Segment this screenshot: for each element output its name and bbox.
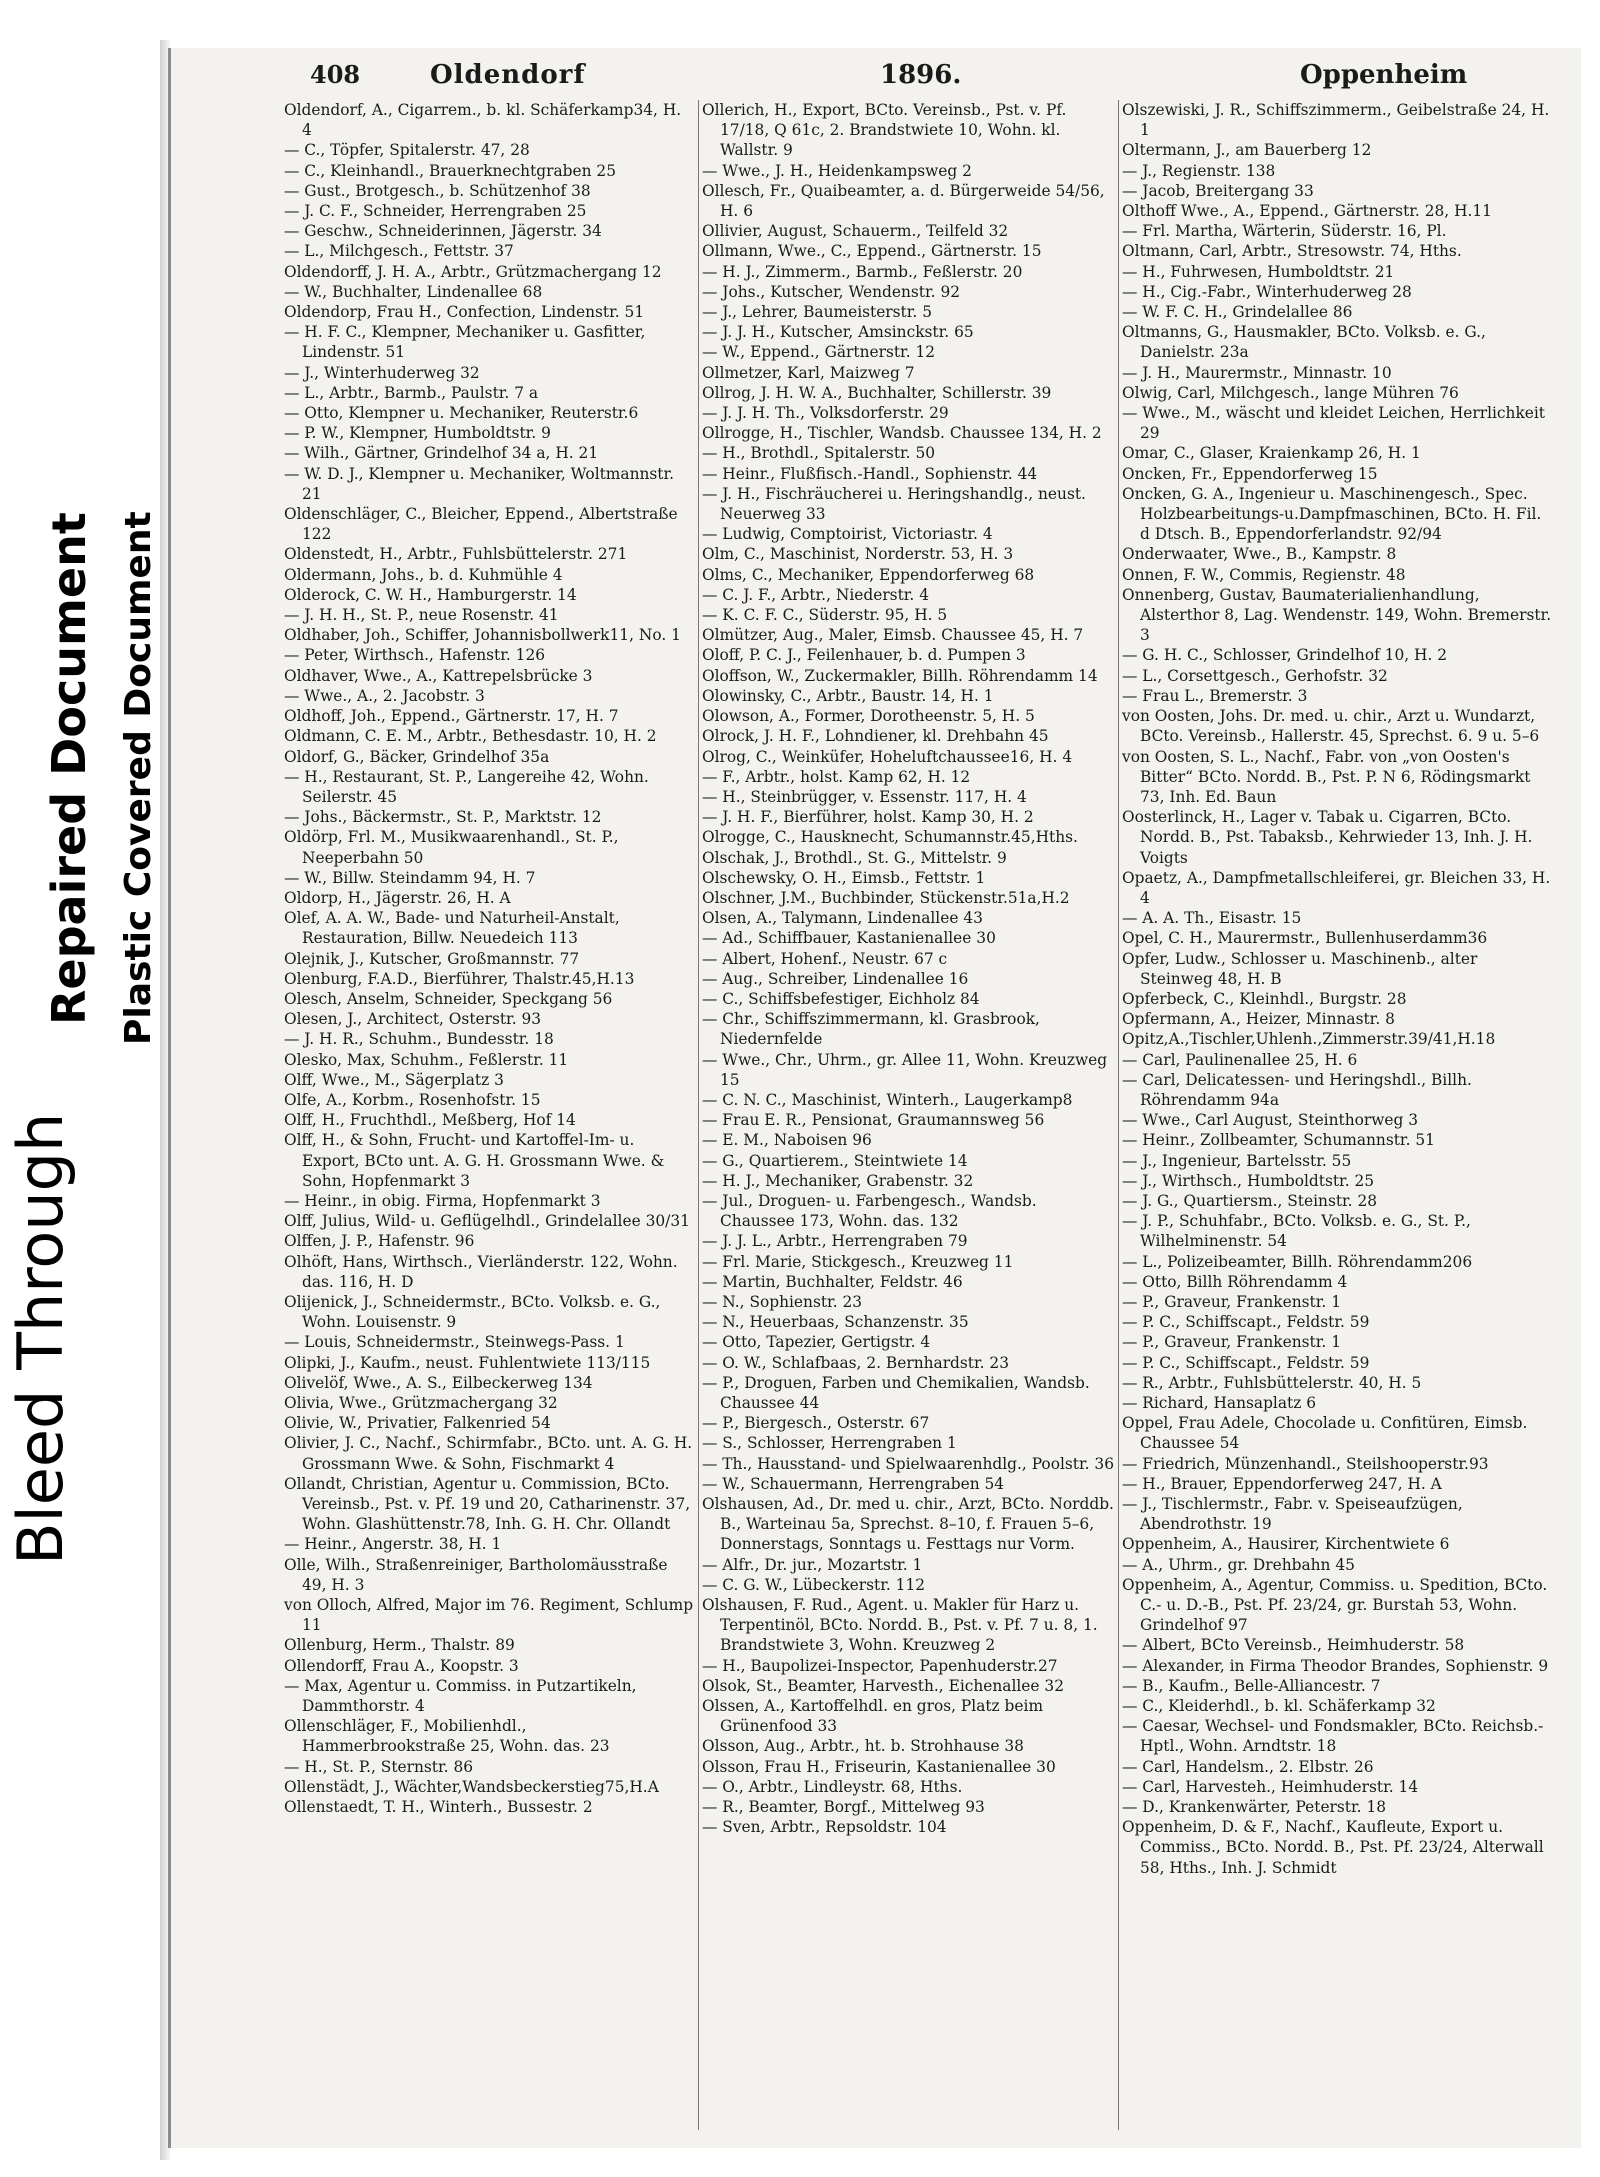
directory-entry: Opfer, Ludw., Schlosser u. Maschinenb., alter Steinweg 48, H. B <box>1122 949 1478 988</box>
directory-entry: Olff, Julius, Wild- u. Geflügelhdl., Grindelallee 30/31 <box>284 1212 690 1231</box>
directory-entry: Olderock, C. W. H., Hamburgerstr. 14 <box>284 585 577 604</box>
directory-entry: — H., Restaurant, St. P., Langereihe 42, Wohn. Seilerstr. 45 <box>284 767 649 806</box>
directory-entry: — J., Winterhuderweg 32 <box>284 363 480 382</box>
directory-entry: Oldhaber, Joh., Schiffer, Johannisbollwerk11, No. 1 <box>284 626 681 645</box>
directory-entry: — J. C. F., Schneider, Herrengraben 25 <box>284 202 587 221</box>
directory-entry: von Olloch, Alfred, Major im 76. Regiment, Schlump 11 <box>284 1596 694 1635</box>
directory-entry: — H., St. P., Sternstr. 86 <box>284 1757 474 1776</box>
directory-entry: Oltmann, Carl, Arbtr., Stresowstr. 74, Hths. <box>1122 242 1462 261</box>
directory-entry: — G. H. C., Schlosser, Grindelhof 10, H. 2 <box>1122 646 1448 665</box>
directory-entry: Olm, C., Maschinist, Norderstr. 53, H. 3 <box>702 545 1014 564</box>
directory-entry: — J. H., Fischräucherei u. Heringshandlg., neust. Neuerweg 33 <box>702 484 1086 524</box>
directory-entry: Oncken, Fr., Eppendorferweg 15 <box>1122 464 1378 483</box>
directory-entry: Olipki, J., Kaufm., neust. Fuhlentwiete 113/115 <box>284 1353 651 1372</box>
directory-entry: Ollenschläger, F., Mobilienhdl., Hammerbrookstraße 25, Wohn. das. 23 <box>284 1717 610 1756</box>
directory-entry: — W., Schauermann, Herrengraben 54 <box>702 1474 1005 1493</box>
directory-entry: — Wwe., Carl August, Steinthorweg 3 <box>1122 1111 1419 1130</box>
directory-entry: Olff, H., Fruchthdl., Meßberg, Hof 14 <box>284 1111 576 1130</box>
directory-entry: — Carl, Harvesteh., Heimhuderstr. 14 <box>1122 1777 1419 1796</box>
directory-entry: Olivie, W., Privatier, Falkenried 54 <box>284 1414 551 1433</box>
directory-entry: Omar, C., Glaser, Kraienkamp 26, H. 1 <box>1122 444 1421 463</box>
directory-entry: — Sven, Arbtr., Repsoldstr. 104 <box>702 1818 947 1837</box>
directory-entry: — Carl, Handelsm., 2. Elbstr. 26 <box>1122 1757 1374 1776</box>
label-repaired-document: Repaired Document <box>42 512 96 1025</box>
directory-entry: Oldmann, C. E. M., Arbtr., Bethesdastr. 10, H. 2 <box>284 727 657 746</box>
directory-entry: Ollrog, J. H. W. A., Buchhalter, Schillerstr. 39 <box>702 383 1052 402</box>
directory-entry: Oldenstedt, H., Arbtr., Fuhlsbüttelerstr. 271 <box>284 545 628 564</box>
directory-entry: — Carl, Paulinenallee 25, H. 6 <box>1122 1050 1358 1069</box>
directory-entry: Olrog, C., Weinküfer, Hoheluftchaussee16, H. 4 <box>702 747 1073 766</box>
directory-entry: — A., Uhrm., gr. Drehbahn 45 <box>1122 1555 1355 1574</box>
directory-entry: Olsson, Frau H., Friseurin, Kastanienallee 30 <box>702 1757 1056 1776</box>
directory-entry: — Albert, BCto Vereinsb., Heimhuderstr. 58 <box>1122 1636 1465 1655</box>
directory-entry: — H., Cig.-Fabr., Winterhuderweg 28 <box>1122 282 1412 301</box>
directory-entry: Opel, C. H., Maurermstr., Bullenhuserdamm36 <box>1122 929 1488 948</box>
directory-entry: — H., Steinbrügger, v. Essenstr. 117, H. 4 <box>702 787 1027 806</box>
directory-entry: — L., Corsettgesch., Gerhofstr. 32 <box>1122 666 1388 685</box>
directory-entry: Olsen, A., Talymann, Lindenallee 43 <box>702 909 983 928</box>
directory-entry: — K. C. F. C., Süderstr. 95, H. 5 <box>702 606 948 625</box>
directory-entry: — D., Krankenwärter, Peterstr. 18 <box>1122 1798 1387 1817</box>
directory-entry: — J. J. H. Th., Volksdorferstr. 29 <box>702 404 949 423</box>
directory-entry: — Gust., Brotgesch., b. Schützenhof 38 <box>284 181 591 200</box>
directory-entry: Olthoff Wwe., A., Eppend., Gärtnerstr. 28, H.11 <box>1122 202 1492 221</box>
directory-entry: Onderwaater, Wwe., B., Kampstr. 8 <box>1122 545 1397 564</box>
directory-entry: Olffen, J. P., Hafenstr. 96 <box>284 1232 475 1251</box>
directory-entry: — Chr., Schiffszimmermann, kl. Grasbrook, Niedernfelde <box>702 1010 1040 1049</box>
directory-entry: Oltmanns, G., Hausmakler, BCto. Volksb. e. G., Danielstr. 23a <box>1122 323 1486 362</box>
directory-entry: — Geschw., Schneiderinnen, Jägerstr. 34 <box>284 222 602 241</box>
directory-entry: Ollivier, August, Schauerm., Teilfeld 32 <box>702 222 1009 241</box>
directory-entry: Ollendorff, Frau A., Koopstr. 3 <box>284 1656 519 1675</box>
directory-entry: Olms, C., Mechaniker, Eppendorferweg 68 <box>702 565 1035 584</box>
header-year: 1896. <box>880 60 962 90</box>
directory-entry: Oloff, P. C. J., Feilenhauer, b. d. Pumpen 3 <box>702 646 1026 665</box>
directory-entry: — C., Töpfer, Spitalerstr. 47, 28 <box>284 141 530 160</box>
directory-entry: Olejnik, J., Kutscher, Großmannstr. 77 <box>284 949 580 968</box>
directory-entry: — Wwe., J. H., Heidenkampsweg 2 <box>702 161 972 180</box>
directory-entry: — Frau L., Bremerstr. 3 <box>1122 686 1308 705</box>
directory-entry: — C., Kleinhandl., Brauerknechtgraben 25 <box>284 161 617 180</box>
directory-entry: — H., Baupolizei-Inspector, Papenhuderstr.27 <box>702 1656 1058 1675</box>
directory-entry: Olsok, St., Beamter, Harvesth., Eichenallee 32 <box>702 1676 1065 1695</box>
directory-entry: Olesen, J., Architect, Osterstr. 93 <box>284 1010 542 1029</box>
directory-entry: — W., Billw. Steindamm 94, H. 7 <box>284 868 536 887</box>
directory-entry: — Max, Agentur u. Commiss. in Putzartikeln, Dammthorstr. 4 <box>284 1676 637 1716</box>
directory-entry: — H., Brauer, Eppendorferweg 247, H. A <box>1122 1474 1442 1493</box>
directory-entry: Olschner, J.M., Buchbinder, Stückenstr.51a,H.2 <box>702 888 1070 907</box>
directory-entry: — J. P., Schuhfabr., BCto. Volksb. e. G., St. P., Wilhelminenstr. 54 <box>1122 1212 1471 1251</box>
directory-entry: — C., Kleiderhdl., b. kl. Schäferkamp 32 <box>1122 1697 1436 1716</box>
directory-entry: Olivelöf, Wwe., A. S., Eilbeckerweg 134 <box>284 1373 593 1392</box>
label-plastic-covered: Plastic Covered Document <box>118 511 159 1045</box>
directory-entry: Olivia, Wwe., Grützmachergang 32 <box>284 1394 558 1412</box>
directory-entry: — F., Arbtr., holst. Kamp 62, H. 12 <box>702 767 971 786</box>
directory-entry: — R., Arbtr., Fuhlsbüttelerstr. 40, H. 5 <box>1122 1373 1422 1392</box>
directory-entry: Opaetz, A., Dampfmetallschleiferei, gr. Bleichen 33, H. 4 <box>1122 868 1551 907</box>
directory-entry: Olrock, J. H. F., Lohndiener, kl. Drehbahn 45 <box>702 727 1049 746</box>
directory-entry: Oppenheim, A., Agentur, Commiss. u. Spedition, BCto. C.- u. D.-B., Pst. Pf. 23/24, gr. Burstah 53, Wohn. Grindelhof 97 <box>1122 1575 1548 1635</box>
directory-entry: — C. N. C., Maschinist, Winterh., Laugerkamp8 <box>702 1090 1073 1109</box>
directory-entry: Oldermann, Johs., b. d. Kuhmühle 4 <box>284 565 563 584</box>
directory-entry: Oldhoff, Joh., Eppend., Gärtnerstr. 17, H. 7 <box>284 707 619 726</box>
directory-entry: Olowinsky, C., Arbtr., Baustr. 14, H. 1 <box>702 686 994 705</box>
directory-entry: — C. J. F., Arbtr., Niederstr. 4 <box>702 585 929 604</box>
directory-entry: — P. C., Schiffscapt., Feldstr. 59 <box>1122 1353 1370 1372</box>
directory-entry: Olsson, Aug., Arbtr., ht. b. Strohhause 38 <box>702 1737 1024 1756</box>
directory-entry: — W., Buchhalter, Lindenallee 68 <box>284 282 543 301</box>
directory-entry: — Heinr., Zollbeamter, Schumannstr. 51 <box>1122 1131 1435 1150</box>
directory-entry: Oltermann, J., am Bauerberg 12 <box>1122 141 1372 160</box>
directory-column-3 <box>1122 100 1552 1878</box>
directory-entry: — H. F. C., Klempner, Mechaniker u. Gasfitter, Lindenstr. 51 <box>284 323 646 362</box>
directory-entry: Oosterlinck, H., Lager v. Tabak u. Cigarren, BCto. Nordd. B., Pst. Tabaksb., Kehrwieder 13, Inh. J. H. Voigts <box>1122 808 1533 867</box>
directory-entry: — O. W., Schlafbaas, 2. Bernhardstr. 23 <box>702 1353 1010 1372</box>
directory-entry: — Friedrich, Münzenhandl., Steilshooperstr.93 <box>1122 1454 1489 1473</box>
directory-entry: — J. H. H., St. P., neue Rosenstr. 41 <box>284 606 559 625</box>
directory-entry: — Th., Hausstand- und Spielwaarenhdlg., Poolstr. 36 <box>702 1454 1114 1473</box>
directory-entry: Olschak, J., Brothdl., St. G., Mittelstr. 9 <box>702 848 1007 867</box>
directory-entry: Ollesch, Fr., Quaibeamter, a. d. Bürgerweide 54/56, H. 6 <box>702 181 1105 221</box>
directory-entry: — Wwe., M., wäscht und kleidet Leichen, Herrlichkeit 29 <box>1122 404 1545 443</box>
directory-entry: — W. F. C. H., Grindelallee 86 <box>1122 303 1353 322</box>
directory-entry: — Otto, Tapezier, Gertigstr. 4 <box>702 1333 931 1352</box>
directory-entry: — R., Beamter, Borgf., Mittelweg 93 <box>702 1798 985 1817</box>
directory-entry: Olrogge, C., Hausknecht, Schumannstr.45,Hths. <box>702 828 1078 847</box>
directory-entry: — L., Polizeibeamter, Billh. Röhrendamm206 <box>1122 1252 1473 1271</box>
directory-entry: — P., Droguen, Farben und Chemikalien, Wandsb. Chaussee 44 <box>702 1373 1090 1412</box>
directory-entry: — Frau E. R., Pensionat, Graumannsweg 56 <box>702 1111 1045 1130</box>
directory-entry: — J., Ingenieur, Bartelsstr. 55 <box>1122 1151 1352 1170</box>
column-divider <box>1118 100 1119 2130</box>
directory-entry: Oldörp, Frl. M., Musikwaarenhandl., St. P., Neeperbahn 50 <box>284 828 619 867</box>
directory-entry: — J. J. H., Kutscher, Amsinckstr. 65 <box>702 323 974 342</box>
directory-entry: Oppel, Frau Adele, Chocolade u. Confitüren, Eimsb. Chaussee 54 <box>1122 1414 1528 1453</box>
directory-entry: Oppenheim, D. & F., Nachf., Kaufleute, Export u. Commiss., BCto. Nordd. B., Pst. Pf. 23/24, Alterwall 58, Hths., Inh. J. Schmidt <box>1122 1818 1544 1877</box>
directory-entry: — Louis, Schneidermstr., Steinwegs-Pass. 1 <box>284 1333 625 1352</box>
directory-entry: — P., Graveur, Frankenstr. 1 <box>1122 1333 1341 1352</box>
directory-entry: — Aug., Schreiber, Lindenallee 16 <box>702 969 969 988</box>
directory-entry: Olschewsky, O. H., Eimsb., Fettstr. 1 <box>702 868 986 887</box>
directory-entry: — J., Tischlermstr., Fabr. v. Speiseaufzügen, Abendrothstr. 19 <box>1122 1495 1463 1534</box>
directory-entry: Oppenheim, A., Hausirer, Kirchentwiete 6 <box>1122 1535 1450 1554</box>
directory-entry: — Richard, Hansaplatz 6 <box>1122 1394 1317 1412</box>
directory-entry: Onnen, F. W., Commis, Regienstr. 48 <box>1122 565 1406 584</box>
directory-entry: — S., Schlosser, Herrengraben 1 <box>702 1434 957 1453</box>
directory-entry: — J. H., Maurermstr., Minnastr. 10 <box>1122 363 1392 382</box>
directory-entry: Ollrogge, H., Tischler, Wandsb. Chaussee 134, H. 2 <box>702 424 1102 443</box>
directory-entry: — Jacob, Breitergang 33 <box>1122 181 1314 200</box>
directory-entry: Oldenschläger, C., Bleicher, Eppend., Albertstraße 122 <box>284 505 678 544</box>
header-left-word: Oldendorf <box>430 60 586 90</box>
directory-entry: — P., Biergesch., Osterstr. 67 <box>702 1414 930 1433</box>
header-right-word: Oppenheim <box>1300 60 1468 90</box>
directory-entry: — L., Arbtr., Barmb., Paulstr. 7 a <box>284 383 539 402</box>
directory-entry: — Ad., Schiffbauer, Kastanienallee 30 <box>702 929 996 948</box>
directory-entry: — C., Schiffsbefestiger, Eichholz 84 <box>702 989 980 1008</box>
directory-entry: — Heinr., Angerstr. 38, H. 1 <box>284 1535 502 1554</box>
directory-entry: — Frl. Martha, Wärterin, Süderstr. 16, Pl. <box>1122 222 1447 241</box>
directory-entry: Olssen, A., Kartoffelhdl. en gros, Platz beim Grünenfood 33 <box>702 1697 1044 1736</box>
directory-entry: — E. M., Naboisen 96 <box>702 1131 872 1150</box>
directory-entry: — Johs., Kutscher, Wendenstr. 92 <box>702 282 961 301</box>
directory-entry: Opfermann, A., Heizer, Minnastr. 8 <box>1122 1010 1395 1029</box>
directory-entry: — P. W., Klempner, Humboldtstr. 9 <box>284 424 551 443</box>
directory-entry: — J. G., Quartiersm., Steinstr. 28 <box>1122 1191 1378 1210</box>
directory-entry: Oldhaver, Wwe., A., Kattrepelsbrücke 3 <box>284 666 593 685</box>
directory-entry: — J. H. F., Bierführer, holst. Kamp 30, H. 2 <box>702 808 1034 827</box>
directory-entry: — Carl, Delicatessen- und Heringshdl., Billh. Röhrendamm 94a <box>1122 1070 1472 1109</box>
directory-entry: Ollerich, H., Export, BCto. Vereinsb., Pst. v. Pf. 17/18, Q 61c, 2. Brandstwiete 10, Wohn. kl. Wallstr. 9 <box>702 101 1067 160</box>
directory-entry: — J., Regienstr. 138 <box>1122 161 1276 180</box>
directory-entry: — N., Sophienstr. 23 <box>702 1292 863 1311</box>
directory-entry: — A. A. Th., Eisastr. 15 <box>1122 909 1302 928</box>
directory-entry: Olff, H., & Sohn, Frucht- und Kartoffel-Im- u. Export, BCto unt. A. G. H. Grossmann Wwe. & Sohn, Hopfenmarkt 3 <box>284 1131 665 1190</box>
directory-entry: Olshausen, F. Rud., Agent. u. Makler für Harz u. Terpentinöl, BCto. Nordd. B., Pst. v. Pf. 7 u. 8, 1. Brandstwiete 3, Wohn. Kreuzweg 2 <box>702 1596 1098 1655</box>
directory-entry: Onnenberg, Gustav, Baumaterialienhandlung, Alsterthor 8, Lag. Wendenstr. 149, Wohn. Bremerstr. 3 <box>1122 585 1552 645</box>
directory-entry: — Albert, Hohenf., Neustr. 67 c <box>702 949 948 968</box>
directory-entry: Olhöft, Hans, Wirthsch., Vierländerstr. 122, Wohn. das. 116, H. D <box>284 1252 678 1291</box>
directory-entry: — N., Heuerbaas, Schanzenstr. 35 <box>702 1313 969 1332</box>
directory-entry: Oncken, G. A., Ingenieur u. Maschinengesch., Spec. Holzbearbeitungs-u.Dampfmaschinen, BCto. H. Fil. d Dtsch. B., Eppendorferlandstr. 92/94 <box>1122 484 1542 544</box>
directory-entry: — H., Fuhrwesen, Humboldtstr. 21 <box>1122 262 1395 281</box>
directory-entry: Oloffson, W., Zuckermakler, Billh. Röhrendamm 14 <box>702 666 1098 685</box>
directory-entry: Olijenick, J., Schneidermstr., BCto. Volksb. e. G., Wohn. Louisenstr. 9 <box>284 1292 661 1332</box>
directory-entry: Olesch, Anselm, Schneider, Speckgang 56 <box>284 989 613 1008</box>
directory-entry: — Wilh., Gärtner, Grindelhof 34 a, H. 21 <box>284 444 599 463</box>
directory-entry: Oldendorf, A., Cigarrem., b. kl. Schäferkamp34, H. 4 <box>284 101 682 140</box>
directory-entry: Olff, Wwe., M., Sägerplatz 3 <box>284 1070 504 1089</box>
directory-entry: Olshausen, Ad., Dr. med u. chir., Arzt, BCto. Norddb. B., Warteinau 5a, Sprechst. 8–10, f. Frauen 5–6, Donnerstags, Sonntags u. Festtags nur Vorm. <box>702 1495 1114 1554</box>
directory-entry: von Oosten, Johs. Dr. med. u. chir., Arzt u. Wundarzt, BCto. Vereinsb., Hallerstr. 45, Sprechst. 6. 9 u. 5–6 <box>1122 707 1540 746</box>
label-bleed-through: Bleed Through <box>4 1112 77 1565</box>
directory-entry: — Heinr., in obig. Firma, Hopfenmarkt 3 <box>284 1191 601 1210</box>
directory-entry: — W., Eppend., Gärtnerstr. 12 <box>702 343 936 362</box>
directory-entry: Opferbeck, C., Kleinhdl., Burgstr. 28 <box>1122 989 1407 1008</box>
directory-entry: — J., Wirthsch., Humboldtstr. 25 <box>1122 1171 1375 1190</box>
directory-entry: — Johs., Bäckermstr., St. P., Marktstr. 12 <box>284 808 602 827</box>
directory-entry: Oldendorp, Frau H., Confection, Lindenstr. 51 <box>284 303 645 322</box>
directory-entry: — Peter, Wirthsch., Hafenstr. 126 <box>284 646 546 665</box>
directory-column-2 <box>702 100 1116 1837</box>
directory-entry: Ollandt, Christian, Agentur u. Commission, BCto. Vereinsb., Pst. v. Pf. 19 und 20, Catharinenstr. 37, Wohn. Glashüttenstr.78, Inh. G. H. Chr. Ollandt <box>284 1474 691 1534</box>
directory-entry: — P. C., Schiffscapt., Feldstr. 59 <box>1122 1313 1370 1332</box>
directory-entry: Ollenburg, Herm., Thalstr. 89 <box>284 1636 515 1655</box>
directory-entry: — J. H. R., Schuhm., Bundesstr. 18 <box>284 1030 554 1049</box>
directory-entry: — H. J., Mechaniker, Grabenstr. 32 <box>702 1171 974 1190</box>
directory-entry: — J. J. L., Arbtr., Herrengraben 79 <box>702 1232 968 1251</box>
directory-entry: Olef, A. A. W., Bade- und Naturheil-Anstalt, Restauration, Billw. Neuedeich 113 <box>284 909 620 948</box>
directory-entry: — W. D. J., Klempner u. Mechaniker, Woltmannstr. 21 <box>284 464 675 503</box>
directory-entry: Oldorp, H., Jägerstr. 26, H. A <box>284 888 511 907</box>
directory-entry: — Wwe., A., 2. Jacobstr. 3 <box>284 686 485 705</box>
directory-entry: Olivier, J. C., Nachf., Schirmfabr., BCto. unt. A. G. H. Grossmann Wwe. & Sohn, Fischmarkt 4 <box>284 1434 693 1473</box>
directory-entry: — Wwe., Chr., Uhrm., gr. Allee 11, Wohn. Kreuzweg 15 <box>702 1050 1108 1089</box>
directory-entry: Olszewiski, J. R., Schiffszimmerm., Geibelstraße 24, H. 1 <box>1122 101 1550 140</box>
directory-entry: Olwig, Carl, Milchgesch., lange Mühren 76 <box>1122 383 1459 402</box>
directory-entry: Opitz,A.,Tischler,Uhlenh.,Zimmerstr.39/41,H.18 <box>1122 1030 1496 1049</box>
directory-entry: — J., Lehrer, Baumeisterstr. 5 <box>702 303 932 322</box>
directory-entry: Ollmetzer, Karl, Maizweg 7 <box>702 363 915 382</box>
directory-entry: — Otto, Billh Röhrendamm 4 <box>1122 1272 1348 1291</box>
directory-entry: Olfe, A., Korbm., Rosenhofstr. 15 <box>284 1090 541 1109</box>
directory-column-1 <box>284 100 694 1817</box>
directory-entry: — Frl. Marie, Stickgesch., Kreuzweg 11 <box>702 1252 1014 1271</box>
directory-entry: — C. G. W., Lübeckerstr. 112 <box>702 1575 926 1594</box>
directory-entry: — Jul., Droguen- u. Farbengesch., Wandsb. Chaussee 173, Wohn. das. 132 <box>702 1191 1037 1231</box>
directory-entry: Oldendorff, J. H. A., Arbtr., Grützmachergang 12 <box>284 262 662 281</box>
directory-entry: Olmützer, Aug., Maler, Eimsb. Chaussee 45, H. 7 <box>702 626 1084 645</box>
directory-entry: Olowson, A., Former, Dorotheenstr. 5, H. 5 <box>702 707 1035 726</box>
directory-entry: Olenburg, F.A.D., Bierführer, Thalstr.45,H.13 <box>284 969 635 988</box>
directory-entry: Olesko, Max, Schuhm., Feßlerstr. 11 <box>284 1050 569 1069</box>
directory-entry: Ollenstaedt, T. H., Winterh., Bussestr. 2 <box>284 1798 593 1817</box>
directory-entry: von Oosten, S. L., Nachf., Fabr. von „von Oosten's Bitter“ BCto. Nordd. B., Pst. P. N 6, Rödingsmarkt 73, Inh. Ed. Baun <box>1122 747 1531 806</box>
directory-entry: — Martin, Buchhalter, Feldstr. 46 <box>702 1272 963 1291</box>
column-divider <box>698 100 699 2130</box>
directory-entry: — B., Kaufm., Belle-Alliancestr. 7 <box>1122 1676 1381 1695</box>
directory-entry: — Otto, Klempner u. Mechaniker, Reuterstr.6 <box>284 404 639 423</box>
directory-entry: Ollmann, Wwe., C., Eppend., Gärtnerstr. 15 <box>702 242 1042 261</box>
directory-entry: — Alexander, in Firma Theodor Brandes, Sophienstr. 9 <box>1122 1656 1549 1675</box>
directory-entry: — O., Arbtr., Lindleystr. 68, Hths. <box>702 1777 963 1796</box>
page-header <box>310 60 1468 100</box>
directory-entry: — L., Milchgesch., Fettstr. 37 <box>284 242 514 261</box>
directory-entry: — Heinr., Flußfisch.-Handl., Sophienstr. 44 <box>702 464 1038 483</box>
directory-entry: — H. J., Zimmerm., Barmb., Feßlerstr. 20 <box>702 262 1023 281</box>
directory-entry: Olle, Wilh., Straßenreiniger, Bartholomäusstraße 49, H. 3 <box>284 1555 668 1594</box>
directory-entry: Ollenstädt, J., Wächter,Wandsbeckerstieg75,H.A <box>284 1777 659 1796</box>
page-number: 408 <box>310 60 361 89</box>
directory-entry: — H., Brothdl., Spitalerstr. 50 <box>702 444 936 463</box>
directory-entry: Oldorf, G., Bäcker, Grindelhof 35a <box>284 747 550 766</box>
directory-entry: — Alfr., Dr. jur., Mozartstr. 1 <box>702 1555 923 1574</box>
directory-entry: — P., Graveur, Frankenstr. 1 <box>1122 1292 1341 1311</box>
directory-entry: — G., Quartierem., Steintwiete 14 <box>702 1151 968 1170</box>
directory-entry: — Ludwig, Comptoirist, Victoriastr. 4 <box>702 525 993 544</box>
directory-entry: — Caesar, Wechsel- und Fondsmakler, BCto. Reichsb.-Hptl., Wohn. Arndtstr. 18 <box>1122 1717 1544 1756</box>
